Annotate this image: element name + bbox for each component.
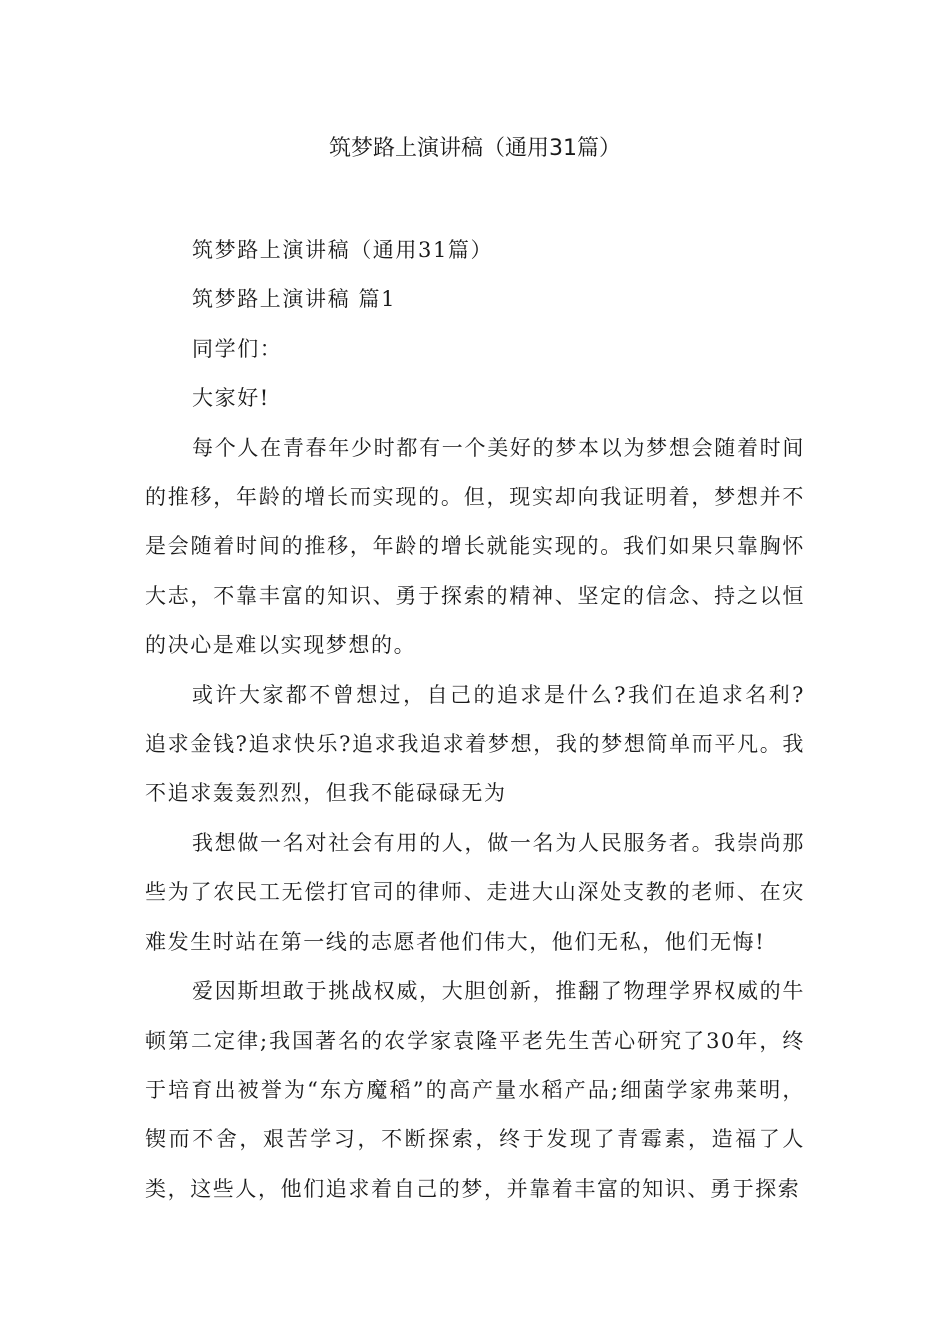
- section-heading: 筑梦路上演讲稿 篇1: [192, 287, 397, 312]
- subtitle-paragraph: 筑梦路上演讲稿（通用31篇）: [192, 238, 494, 262]
- document-body: [145, 226, 805, 1214]
- salutation: 同学们：: [192, 336, 283, 361]
- body-paragraph: 爱因斯坦敢于挑战权威，大胆创新，推翻了物理学界权威的牛顿第二定律;我国著名的农学家袁隆平老先生苦心研究了30年，终于培育出被誉为“东方魔稻”的高产量水稻产品;细菌学家弗莱明，锲而不舍，艰苦学习，不断探索，终于发现了青霉素，造福了人类，这些人，他们追求着自己的梦，并靠着丰富的知识、勇于探索: [145, 979, 805, 1201]
- body-paragraph: 我想做一名对社会有用的人，做一名为人民服务者。我崇尚那些为了农民工无偿打官司的律师、走进大山深处支教的老师、在灾难发生时站在第一线的志愿者他们伟大，他们无私，他们无悔!: [145, 830, 805, 954]
- body-paragraph: 或许大家都不曾想过，自己的追求是什么?我们在追求名利?追求金钱?追求快乐?追求我追求着梦想，我的梦想简单而平凡。我不追求轰轰烈烈，但我不能碌碌无为: [145, 682, 805, 806]
- body-paragraph: 每个人在青春年少时都有一个美好的梦本以为梦想会随着时间的推移，年龄的增长而实现的。但，现实却向我证明着，梦想并不是会随着时间的推移，年龄的增长就能实现的。我们如果只靠胸怀大志，不靠丰富的知识、勇于探索的精神、坚定的信念、持之以恒的决心是难以实现梦想的。: [145, 435, 805, 658]
- document-title: 筑梦路上演讲稿（通用31篇）: [329, 136, 621, 161]
- greeting: 大家好!: [192, 386, 270, 411]
